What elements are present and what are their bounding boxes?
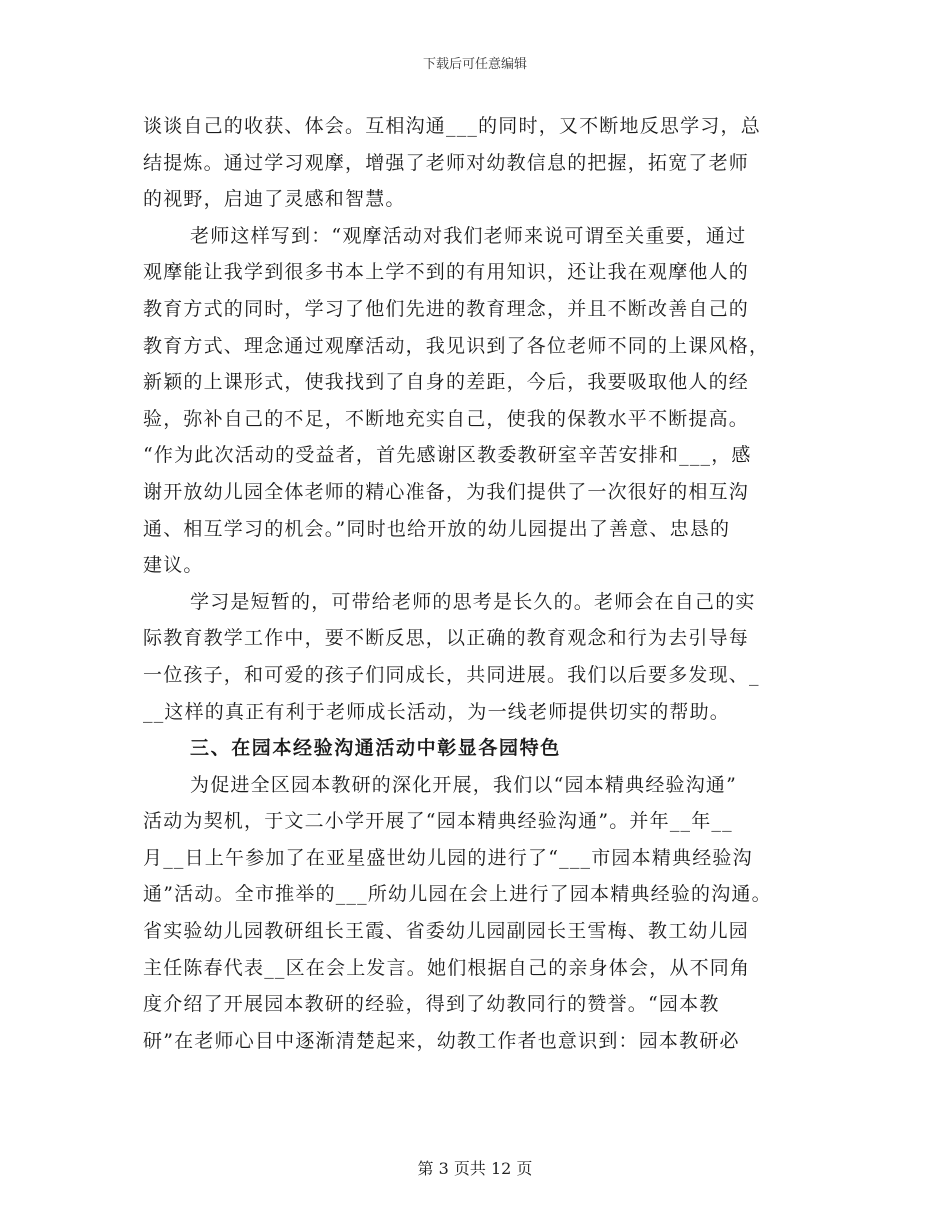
text-line: 为促进全区园本教研的深化开展，我们以“园本精典经验沟通” <box>190 773 738 796</box>
text-line: 验，弥补自己的不足，不断地充实自己，使我的保教水平不断提高。 <box>143 407 750 430</box>
text-line: 际教育教学工作中，要不断反思，以正确的教育观念和行为去引导每 <box>143 627 750 650</box>
text-line: 教育方式的同时，学习了他们先进的教育理念，并且不断改善自己的 <box>143 297 750 320</box>
text-line: 主任陈春代表__区在会上发言。她们根据自己的亲身体会，从不同角 <box>143 956 751 979</box>
text-line: 通”活动。全市推举的___所幼儿园在会上进行了园本精典经验的沟通。 <box>143 883 772 906</box>
text-line: “作为此次活动的受益者，首先感谢区教委教研室辛苦安排和___，感 <box>143 444 752 467</box>
text-line: 一位孩子，和可爱的孩子们同成长，共同进展。我们以后要多发现、_ <box>143 663 760 686</box>
section-heading: 三、在园本经验沟通活动中彰显各园特色 <box>190 737 561 760</box>
text-line: 活动为契机，于文二小学开展了“园本精典经验沟通”。并年__年__ <box>143 810 733 833</box>
text-line: 度介绍了开展园本教研的经验，得到了幼教同行的赞誉。“园本教 <box>143 993 720 1016</box>
text-line: __这样的真正有利于老师成长活动，为一线老师提供切实的帮助。 <box>143 700 731 723</box>
text-line: 的视野，启迪了灵感和智慧。 <box>143 188 406 211</box>
text-line: 研”在老师心目中逐渐清楚起来，幼教工作者也意识到：园本教研必 <box>143 1029 740 1052</box>
text-line: 学习是短暂的，可带给老师的思考是长久的。老师会在自己的实 <box>190 590 756 613</box>
text-line: 通、相互学习的机会。”同时也给开放的幼儿园提出了善意、忠恳的 <box>143 517 731 540</box>
text-line: 老师这样写到：“观摩活动对我们老师来说可谓至关重要，通过 <box>190 224 747 247</box>
page-footer: 第 3 页共 12 页 <box>417 1159 533 1178</box>
text-line: 月__日上午参加了在亚星盛世幼儿园的进行了“___市园本精典经验沟 <box>143 846 753 869</box>
text-line: 省实验幼儿园教研组长王霞、省委幼儿园副园长王雪梅、教工幼儿园 <box>143 920 750 943</box>
text-line: 谢开放幼儿园全体老师的精心准备，为我们提供了一次很好的相互沟 <box>143 480 750 503</box>
text-line: 建议。 <box>143 554 204 577</box>
page-header: 下载后可任意编辑 <box>422 57 527 72</box>
text-line: 观摩能让我学到很多书本上学不到的有用知识，还让我在观摩他人的 <box>143 261 750 284</box>
text-line: 谈谈自己的收获、体会。互相沟通___的同时，又不断地反思学习，总 <box>143 115 761 137</box>
text-line: 结提炼。通过学习观摩，增强了老师对幼教信息的把握，拓宽了老师 <box>143 151 750 174</box>
text-line: 新颖的上课形式，使我找到了自身的差距，今后，我要吸取他人的经 <box>143 371 750 394</box>
document-body <box>143 108 823 1059</box>
text-line: 教育方式、理念通过观摩活动，我见识到了各位老师不同的上课风格， <box>143 334 770 357</box>
